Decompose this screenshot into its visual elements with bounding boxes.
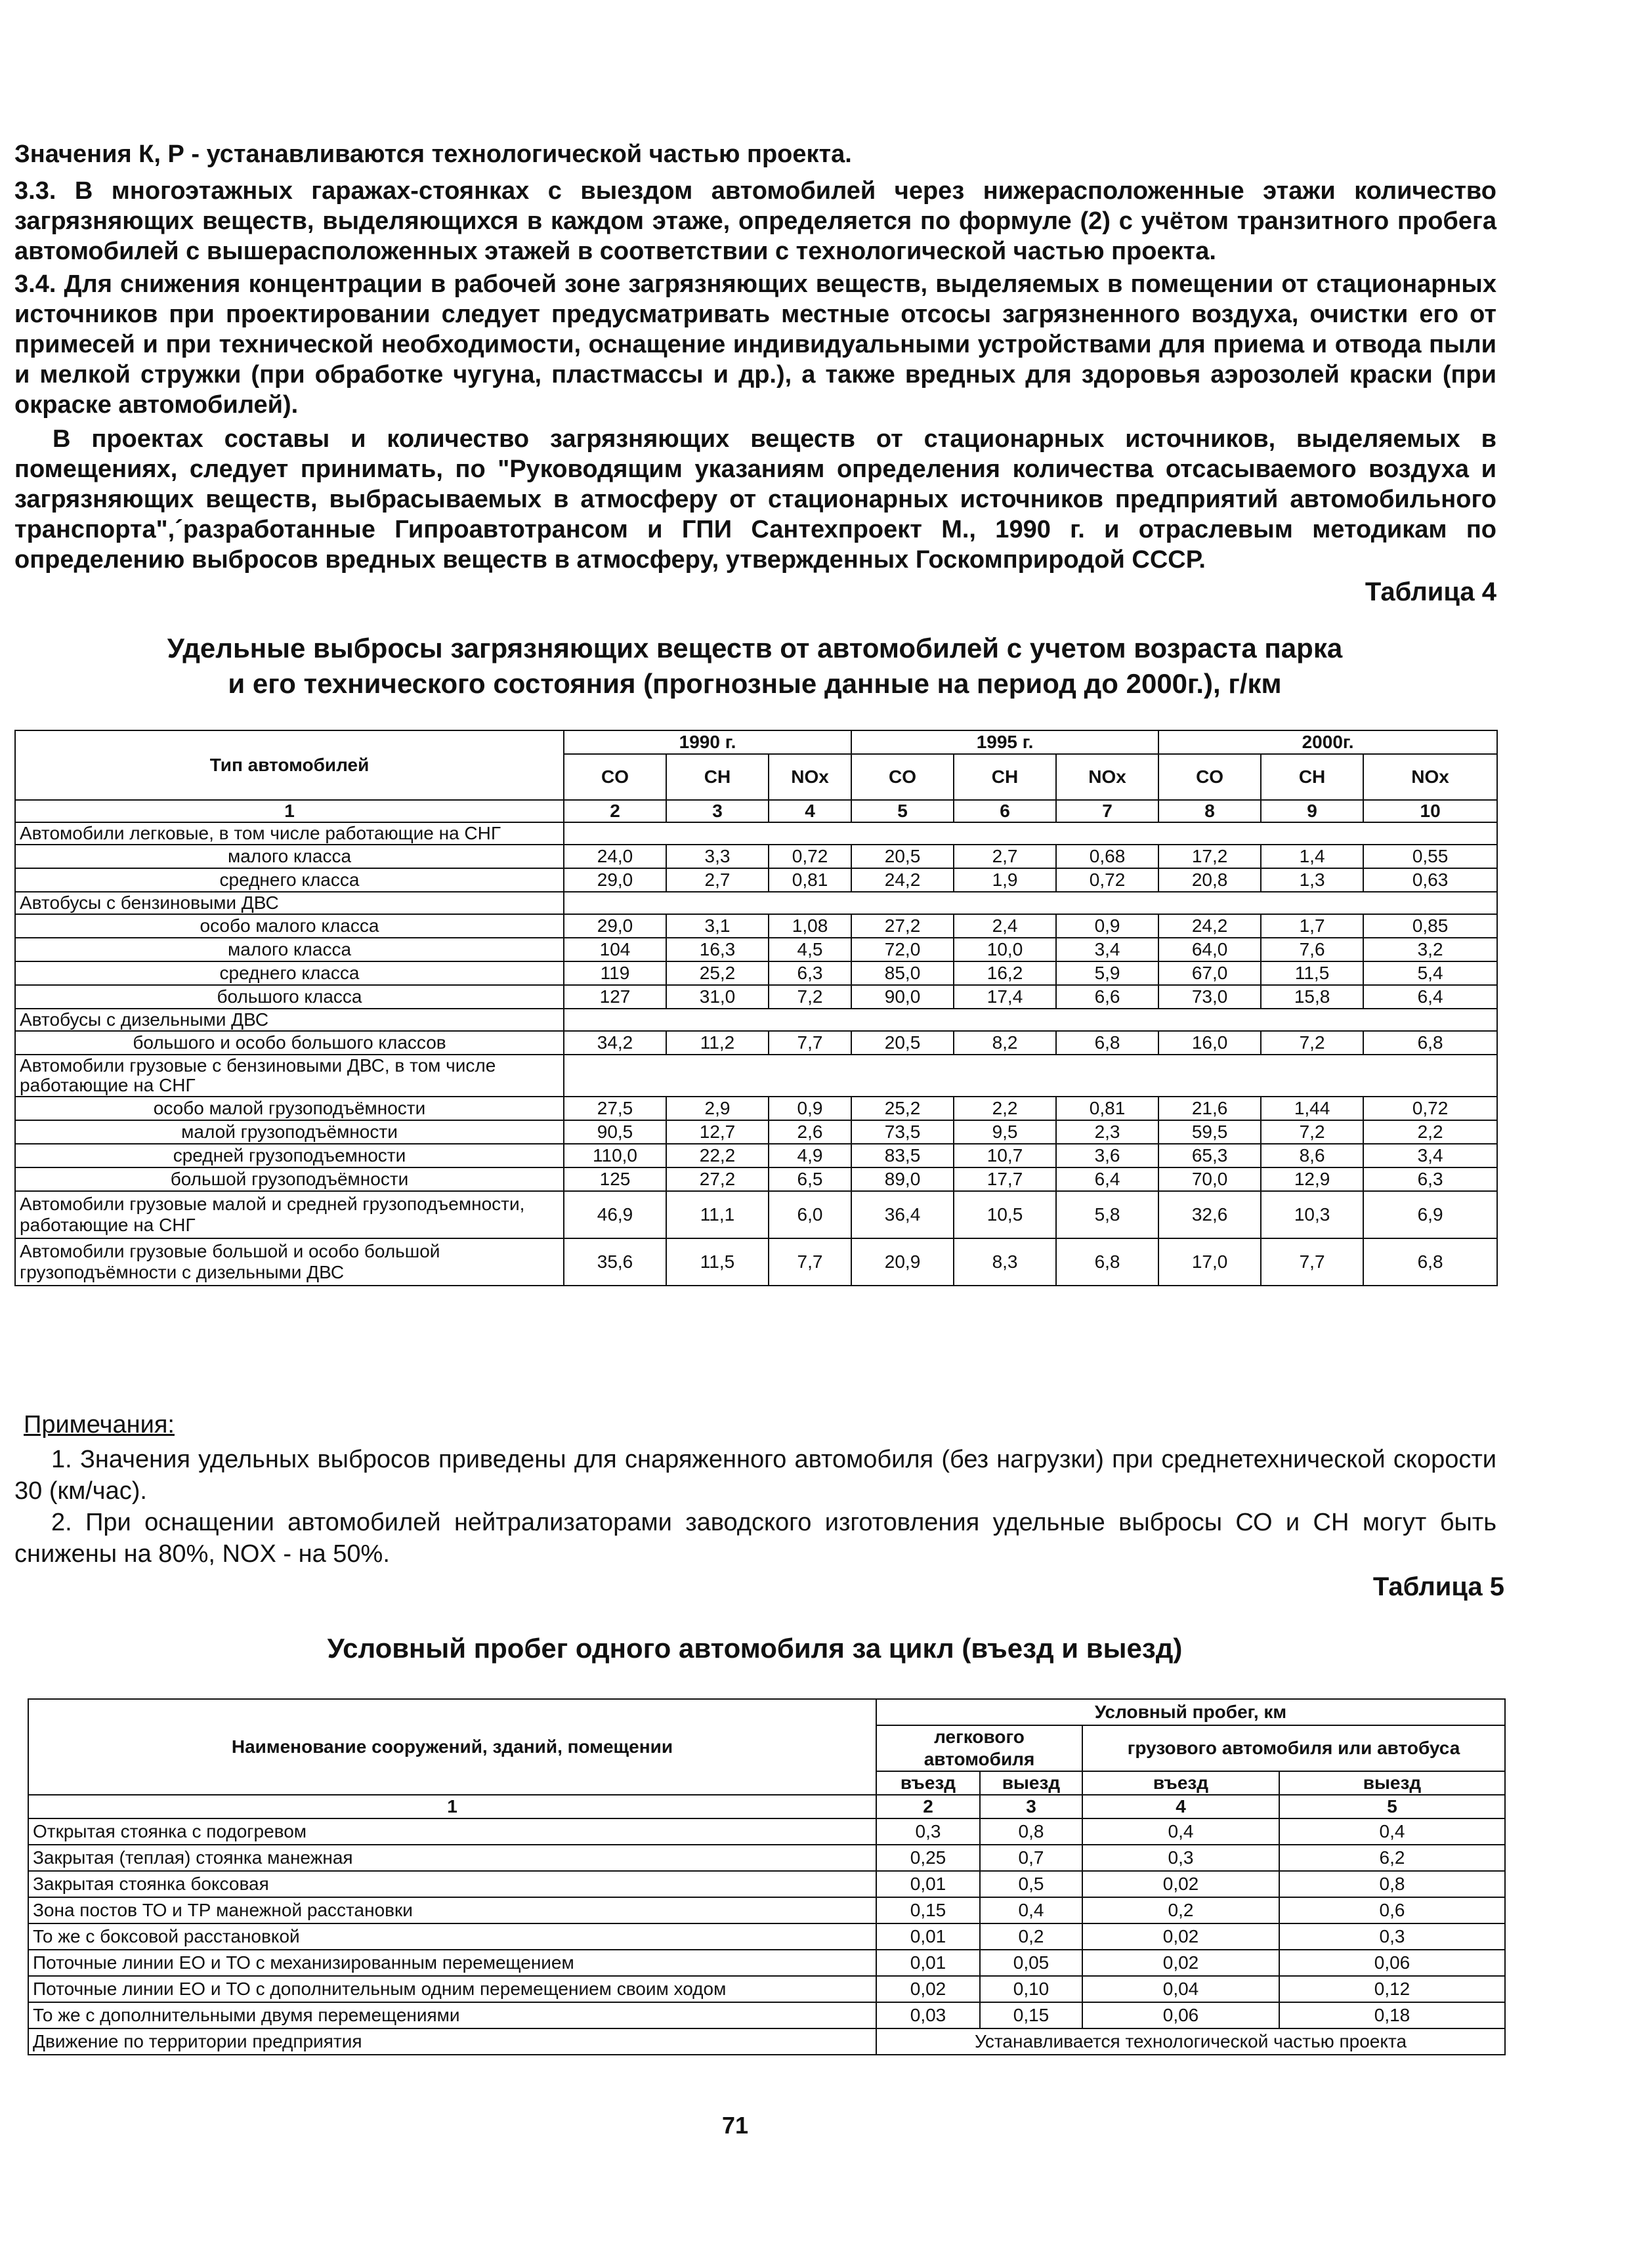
value-cell: 3,4 bbox=[1363, 1144, 1497, 1167]
value-cell: 1,3 bbox=[1261, 868, 1363, 892]
value-cell: 90,5 bbox=[564, 1120, 666, 1144]
row-label: малого класса bbox=[15, 938, 564, 961]
header-year-2000: 2000г. bbox=[1158, 730, 1497, 754]
value-cell: 11,2 bbox=[666, 1031, 769, 1055]
table-row bbox=[15, 868, 1497, 892]
table4-title-line2: и его технического состояния (прогнозные данные на период до 2000г.), г/км bbox=[228, 668, 1282, 699]
table-row bbox=[15, 914, 1497, 938]
value-cell: 17,7 bbox=[954, 1167, 1056, 1191]
value-cell: 0,15 bbox=[876, 1897, 980, 1923]
row-label: Автомобили легковые, в том числе работающие на СНГ bbox=[15, 822, 564, 845]
value-cell: 0,9 bbox=[769, 1097, 851, 1120]
value-cell: 0,02 bbox=[1082, 1871, 1279, 1897]
value-cell: 0,02 bbox=[876, 1976, 980, 2002]
value-cell: 2,2 bbox=[954, 1097, 1056, 1120]
column-number: 4 bbox=[1082, 1795, 1279, 1818]
value-cell: 10,3 bbox=[1261, 1191, 1363, 1238]
value-cell: 0,01 bbox=[876, 1950, 980, 1976]
value-cell: 90,0 bbox=[851, 985, 954, 1009]
row-label: среднего класса bbox=[15, 868, 564, 892]
table-row bbox=[28, 1897, 1505, 1923]
value-cell: 0,03 bbox=[876, 2002, 980, 2028]
value-cell: 25,2 bbox=[666, 961, 769, 985]
value-cell: 0,10 bbox=[980, 1976, 1082, 2002]
row-label: Закрытая стоянка боксовая bbox=[28, 1871, 876, 1897]
value-cell: 6,4 bbox=[1363, 985, 1497, 1009]
value-cell: 20,8 bbox=[1158, 868, 1261, 892]
value-cell: 9,5 bbox=[954, 1120, 1056, 1144]
value-cell: 6,6 bbox=[1056, 985, 1158, 1009]
table-row bbox=[28, 1950, 1505, 1976]
value-cell: 29,0 bbox=[564, 868, 666, 892]
value-cell: 127 bbox=[564, 985, 666, 1009]
table-row bbox=[28, 1845, 1505, 1871]
table-row bbox=[15, 845, 1497, 868]
value-cell: 2,3 bbox=[1056, 1120, 1158, 1144]
page-number: 71 bbox=[722, 2112, 749, 2139]
column-number: 6 bbox=[954, 800, 1056, 822]
value-cell: 7,7 bbox=[769, 1031, 851, 1055]
value-cell: 2,7 bbox=[666, 868, 769, 892]
column-number: 3 bbox=[980, 1795, 1082, 1818]
value-cell: 6,8 bbox=[1363, 1238, 1497, 1286]
header-pollutant: CH bbox=[954, 754, 1056, 800]
value-cell: 11,5 bbox=[666, 1238, 769, 1286]
group-row bbox=[15, 892, 1497, 914]
group-row bbox=[15, 1055, 1497, 1097]
value-cell: 8,2 bbox=[954, 1031, 1056, 1055]
note-1: 1. Значения удельных выбросов приведены для снаряженного автомобиля (без нагрузки) при среднетехнической скорости 30 (км/час). bbox=[14, 1446, 1496, 1505]
value-cell: 0,7 bbox=[980, 1845, 1082, 1871]
row-label: То же с боксовой расстановкой bbox=[28, 1923, 876, 1950]
value-cell: 65,3 bbox=[1158, 1144, 1261, 1167]
value-cell: 22,2 bbox=[666, 1144, 769, 1167]
value-cell: 8,6 bbox=[1261, 1144, 1363, 1167]
empty-cell bbox=[564, 822, 1497, 845]
value-cell: 36,4 bbox=[851, 1191, 954, 1238]
table-row bbox=[15, 1144, 1497, 1167]
column-number: 3 bbox=[666, 800, 769, 822]
value-cell: 6,0 bbox=[769, 1191, 851, 1238]
value-cell: 29,0 bbox=[564, 914, 666, 938]
header-truck-entry: въезд bbox=[1082, 1771, 1279, 1795]
paragraph-kp-values: Значения К, Р - устанавливаются технологической частью проекта. bbox=[14, 140, 852, 168]
value-cell: 5,8 bbox=[1056, 1191, 1158, 1238]
value-cell: 0,4 bbox=[1279, 1818, 1505, 1845]
row-label: Автомобили грузовые с бензиновыми ДВС, в том числе работающие на СНГ bbox=[15, 1055, 564, 1097]
value-cell: 119 bbox=[564, 961, 666, 985]
value-cell: 4,9 bbox=[769, 1144, 851, 1167]
value-cell: 3,6 bbox=[1056, 1144, 1158, 1167]
value-cell: 2,7 bbox=[954, 845, 1056, 868]
value-cell: 6,2 bbox=[1279, 1845, 1505, 1871]
row-label: Автобусы с дизельными ДВС bbox=[15, 1009, 564, 1031]
value-cell: 83,5 bbox=[851, 1144, 954, 1167]
value-cell: 2,2 bbox=[1363, 1120, 1497, 1144]
value-cell: 0,3 bbox=[876, 1818, 980, 1845]
row-label: средней грузоподъемности bbox=[15, 1144, 564, 1167]
row-label: Поточные линии ЕО и ТО с дополнительным одним перемещением своим ходом bbox=[28, 1976, 876, 2002]
header-truck-exit: выезд bbox=[1279, 1771, 1505, 1795]
value-cell: 0,5 bbox=[980, 1871, 1082, 1897]
row-label: малого класса bbox=[15, 845, 564, 868]
value-cell: 17,0 bbox=[1158, 1238, 1261, 1286]
value-cell: 1,4 bbox=[1261, 845, 1363, 868]
row-label: большой грузоподъёмности bbox=[15, 1167, 564, 1191]
paragraph-projects: В проектах составы и количество загрязняющих веществ от стационарных источников, выделяемых в помещениях, следует принимать, по "Руководящим указаниям определения количества отсасываемого воздуха и загрязняющих веществ, выбрасываемых в атмосферу от стационарных источников предприятий автомобильного транспорта",´разработанные Гипроавтотрансом и ГПИ Сантехпроект М., 1990 г. и отраслевым методикам по определению выбросов вредных веществ в атмосферу, утвержденных Госкомприродой СССР. bbox=[14, 425, 1496, 574]
value-cell: 73,0 bbox=[1158, 985, 1261, 1009]
value-cell: 0,55 bbox=[1363, 845, 1497, 868]
header-pollutant: CH bbox=[1261, 754, 1363, 800]
row-label: Открытая стоянка с подогревом bbox=[28, 1818, 876, 1845]
header-pollutant: NOx bbox=[769, 754, 851, 800]
value-cell: 24,2 bbox=[1158, 914, 1261, 938]
group-row bbox=[15, 1009, 1497, 1031]
value-cell: 25,2 bbox=[851, 1097, 954, 1120]
table-row bbox=[15, 1097, 1497, 1120]
row-label: Автомобили грузовые малой и средней грузоподъемности, работающие на СНГ bbox=[15, 1191, 564, 1238]
table-row bbox=[15, 938, 1497, 961]
column-number: 1 bbox=[15, 800, 564, 822]
value-cell: 0,6 bbox=[1279, 1897, 1505, 1923]
value-cell: 0,3 bbox=[1279, 1923, 1505, 1950]
empty-cell bbox=[564, 1009, 1497, 1031]
value-cell: 1,9 bbox=[954, 868, 1056, 892]
value-cell: 6,8 bbox=[1056, 1238, 1158, 1286]
column-number: 5 bbox=[851, 800, 954, 822]
table-row bbox=[28, 1871, 1505, 1897]
column-number: 5 bbox=[1279, 1795, 1505, 1818]
value-cell: 2,9 bbox=[666, 1097, 769, 1120]
header-pollutant: CH bbox=[666, 754, 769, 800]
value-cell: 10,7 bbox=[954, 1144, 1056, 1167]
column-number: 1 bbox=[28, 1795, 876, 1818]
value-cell: 6,3 bbox=[1363, 1167, 1497, 1191]
value-cell: 6,8 bbox=[1363, 1031, 1497, 1055]
header-passenger-car: легкового автомобиля bbox=[876, 1725, 1082, 1771]
value-cell: 21,6 bbox=[1158, 1097, 1261, 1120]
value-cell: 89,0 bbox=[851, 1167, 954, 1191]
value-cell: 0,06 bbox=[1279, 1950, 1505, 1976]
value-cell: 0,72 bbox=[769, 845, 851, 868]
table-row bbox=[28, 1818, 1505, 1845]
row-label: особо малого класса bbox=[15, 914, 564, 938]
value-cell: 0,63 bbox=[1363, 868, 1497, 892]
value-cell: 32,6 bbox=[1158, 1191, 1261, 1238]
column-number: 2 bbox=[876, 1795, 980, 1818]
value-cell: 7,2 bbox=[769, 985, 851, 1009]
value-cell: 27,2 bbox=[851, 914, 954, 938]
header-car-entry: въезд bbox=[876, 1771, 980, 1795]
value-cell: 110,0 bbox=[564, 1144, 666, 1167]
value-cell: 7,7 bbox=[769, 1238, 851, 1286]
column-number: 8 bbox=[1158, 800, 1261, 822]
value-cell: 7,2 bbox=[1261, 1031, 1363, 1055]
header-mileage-km: Условный пробег, км bbox=[876, 1699, 1505, 1725]
value-cell: 0,4 bbox=[980, 1897, 1082, 1923]
value-cell: 10,0 bbox=[954, 938, 1056, 961]
value-cell: 16,3 bbox=[666, 938, 769, 961]
value-cell: 12,7 bbox=[666, 1120, 769, 1144]
value-cell: 12,9 bbox=[1261, 1167, 1363, 1191]
row-label: Поточные линии ЕО и ТО с механизированным перемещением bbox=[28, 1950, 876, 1976]
empty-cell bbox=[564, 1055, 1497, 1097]
table-row bbox=[15, 961, 1497, 985]
row-label: То же с дополнительными двумя перемещениями bbox=[28, 2002, 876, 2028]
value-cell: 11,5 bbox=[1261, 961, 1363, 985]
table5-label: Таблица 5 bbox=[1372, 1572, 1504, 1601]
value-cell: 0,02 bbox=[1082, 1923, 1279, 1950]
value-cell: 3,3 bbox=[666, 845, 769, 868]
value-cell: 20,9 bbox=[851, 1238, 954, 1286]
value-cell: 3,4 bbox=[1056, 938, 1158, 961]
value-cell: 20,5 bbox=[851, 845, 954, 868]
value-cell: 0,81 bbox=[1056, 1097, 1158, 1120]
value-cell: 7,7 bbox=[1261, 1238, 1363, 1286]
notes-heading: Примечания: bbox=[24, 1411, 175, 1438]
value-cell: 0,01 bbox=[876, 1923, 980, 1950]
value-cell: 17,2 bbox=[1158, 845, 1261, 868]
value-cell: 64,0 bbox=[1158, 938, 1261, 961]
table-row bbox=[28, 2028, 1505, 2055]
column-number: 2 bbox=[564, 800, 666, 822]
value-cell: 0,2 bbox=[1082, 1897, 1279, 1923]
note-2: 2. При оснащении автомобилей нейтрализаторами заводского изготовления удельные выбросы СО и СН могут быть снижены на 80%, NOX - на 50%. bbox=[14, 1509, 1496, 1568]
value-cell: 46,9 bbox=[564, 1191, 666, 1238]
value-cell: 6,9 bbox=[1363, 1191, 1497, 1238]
table4-label: Таблица 4 bbox=[1365, 578, 1496, 606]
value-cell: 27,5 bbox=[564, 1097, 666, 1120]
value-cell: 5,9 bbox=[1056, 961, 1158, 985]
paragraph-3-3: 3.3. В многоэтажных гаражах-стоянках с выездом автомобилей через нижерасположенные этажи количество загрязняющих веществ, выделяющихся в каждом этаже, определяется по формуле (2) с учётом транзитного пробега автомобилей с вышерасположенных этажей в соответствии с технологической частью проекта. bbox=[14, 177, 1496, 265]
value-cell: 0,18 bbox=[1279, 2002, 1505, 2028]
row-label: Автобусы с бензиновыми ДВС bbox=[15, 892, 564, 914]
value-cell: 1,08 bbox=[769, 914, 851, 938]
value-cell: 8,3 bbox=[954, 1238, 1056, 1286]
value-cell: 104 bbox=[564, 938, 666, 961]
column-number: 4 bbox=[769, 800, 851, 822]
header-pollutant: CO bbox=[1158, 754, 1261, 800]
header-car-exit: выезд bbox=[980, 1771, 1082, 1795]
row-label: среднего класса bbox=[15, 961, 564, 985]
value-cell: 11,1 bbox=[666, 1191, 769, 1238]
header-pollutant: CO bbox=[851, 754, 954, 800]
value-cell: 70,0 bbox=[1158, 1167, 1261, 1191]
row-label: Автомобили грузовые большой и особо большой грузоподъёмности с дизельными ДВС bbox=[15, 1238, 564, 1286]
value-cell: 7,6 bbox=[1261, 938, 1363, 961]
value-cell: 27,2 bbox=[666, 1167, 769, 1191]
row-label: Зона постов ТО и ТР манежной расстановки bbox=[28, 1897, 876, 1923]
value-cell: 15,8 bbox=[1261, 985, 1363, 1009]
value-cell: 3,1 bbox=[666, 914, 769, 938]
value-cell: 2,4 bbox=[954, 914, 1056, 938]
value-cell: 31,0 bbox=[666, 985, 769, 1009]
value-cell: 5,4 bbox=[1363, 961, 1497, 985]
row-label: большого и особо большого классов bbox=[15, 1031, 564, 1055]
value-cell: 0,3 bbox=[1082, 1845, 1279, 1871]
header-year-1990: 1990 г. bbox=[564, 730, 851, 754]
value-cell: 35,6 bbox=[564, 1238, 666, 1286]
value-cell: 0,9 bbox=[1056, 914, 1158, 938]
table5-title: Условный пробег одного автомобиля за цикл (въезд и выезд) bbox=[327, 1633, 1183, 1664]
paragraph-3-4: 3.4. Для снижения концентрации в рабочей зоне загрязняющих веществ, выделяемых в помещении от стационарных источников при проектировании следует предусматривать местные отсосы загрязненного воздуха, очистки его от примесей и при технической необходимости, оснащение индивидуальными устройствами для приема и отвода пыли и мелкой стружки (при обработке чугуна, пластмассы и др.), а также вредных для здоровья аэрозолей краски (при окраске автомобилей). bbox=[14, 270, 1496, 419]
value-cell: 1,7 bbox=[1261, 914, 1363, 938]
value-cell: 2,6 bbox=[769, 1120, 851, 1144]
value-cell: 3,2 bbox=[1363, 938, 1497, 961]
table-row bbox=[28, 1923, 1505, 1950]
header-pollutant: NOx bbox=[1056, 754, 1158, 800]
emissions-table bbox=[14, 730, 1498, 1286]
mileage-table bbox=[28, 1698, 1506, 2055]
value-cell: 125 bbox=[564, 1167, 666, 1191]
value-cell: 20,5 bbox=[851, 1031, 954, 1055]
value-cell: 85,0 bbox=[851, 961, 954, 985]
value-cell: 59,5 bbox=[1158, 1120, 1261, 1144]
table-row bbox=[15, 1120, 1497, 1144]
table-row bbox=[15, 985, 1497, 1009]
value-cell: 0,15 bbox=[980, 2002, 1082, 2028]
value-cell: 0,72 bbox=[1363, 1097, 1497, 1120]
value-cell: 0,04 bbox=[1082, 1976, 1279, 2002]
value-cell: 0,72 bbox=[1056, 868, 1158, 892]
value-cell: 0,25 bbox=[876, 1845, 980, 1871]
value-cell: 0,68 bbox=[1056, 845, 1158, 868]
value-cell: 10,5 bbox=[954, 1191, 1056, 1238]
row-label: особо малой грузоподъёмности bbox=[15, 1097, 564, 1120]
row-label: Закрытая (теплая) стоянка манежная bbox=[28, 1845, 876, 1871]
header-pollutant: NOx bbox=[1363, 754, 1497, 800]
merged-note-cell: Устанавливается технологической частью проекта bbox=[876, 2028, 1505, 2055]
value-cell: 0,85 bbox=[1363, 914, 1497, 938]
value-cell: 0,05 bbox=[980, 1950, 1082, 1976]
value-cell: 1,44 bbox=[1261, 1097, 1363, 1120]
value-cell: 67,0 bbox=[1158, 961, 1261, 985]
value-cell: 17,4 bbox=[954, 985, 1056, 1009]
value-cell: 73,5 bbox=[851, 1120, 954, 1144]
column-number: 9 bbox=[1261, 800, 1363, 822]
value-cell: 0,01 bbox=[876, 1871, 980, 1897]
column-number: 7 bbox=[1056, 800, 1158, 822]
value-cell: 24,0 bbox=[564, 845, 666, 868]
value-cell: 0,06 bbox=[1082, 2002, 1279, 2028]
header-year-1995: 1995 г. bbox=[851, 730, 1158, 754]
table-row bbox=[15, 1031, 1497, 1055]
header-vehicle-type: Тип автомобилей bbox=[15, 730, 564, 800]
empty-cell bbox=[564, 892, 1497, 914]
value-cell: 0,12 bbox=[1279, 1976, 1505, 2002]
column-number: 10 bbox=[1363, 800, 1497, 822]
table4-title-line1: Удельные выбросы загрязняющих веществ от автомобилей с учетом возраста парка bbox=[167, 633, 1343, 663]
row-label: Движение по территории предприятия bbox=[28, 2028, 876, 2055]
row-label: большого класса bbox=[15, 985, 564, 1009]
group-row bbox=[15, 822, 1497, 845]
row-label: малой грузоподъёмности bbox=[15, 1120, 564, 1144]
header-structure-name: Наименование сооружений, зданий, помещении bbox=[28, 1699, 876, 1795]
value-cell: 7,2 bbox=[1261, 1120, 1363, 1144]
value-cell: 4,5 bbox=[769, 938, 851, 961]
header-truck-or-bus: грузового автомобиля или автобуса bbox=[1082, 1725, 1505, 1771]
value-cell: 0,8 bbox=[980, 1818, 1082, 1845]
value-cell: 6,4 bbox=[1056, 1167, 1158, 1191]
table-row bbox=[15, 1191, 1497, 1238]
table-row bbox=[28, 1976, 1505, 2002]
table-row bbox=[28, 2002, 1505, 2028]
value-cell: 72,0 bbox=[851, 938, 954, 961]
value-cell: 24,2 bbox=[851, 868, 954, 892]
value-cell: 16,2 bbox=[954, 961, 1056, 985]
value-cell: 0,4 bbox=[1082, 1818, 1279, 1845]
header-pollutant: CO bbox=[564, 754, 666, 800]
value-cell: 34,2 bbox=[564, 1031, 666, 1055]
value-cell: 6,3 bbox=[769, 961, 851, 985]
value-cell: 6,8 bbox=[1056, 1031, 1158, 1055]
value-cell: 0,2 bbox=[980, 1923, 1082, 1950]
value-cell: 16,0 bbox=[1158, 1031, 1261, 1055]
value-cell: 0,81 bbox=[769, 868, 851, 892]
table-row bbox=[15, 1238, 1497, 1286]
value-cell: 6,5 bbox=[769, 1167, 851, 1191]
value-cell: 0,02 bbox=[1082, 1950, 1279, 1976]
value-cell: 0,8 bbox=[1279, 1871, 1505, 1897]
table-row bbox=[15, 1167, 1497, 1191]
